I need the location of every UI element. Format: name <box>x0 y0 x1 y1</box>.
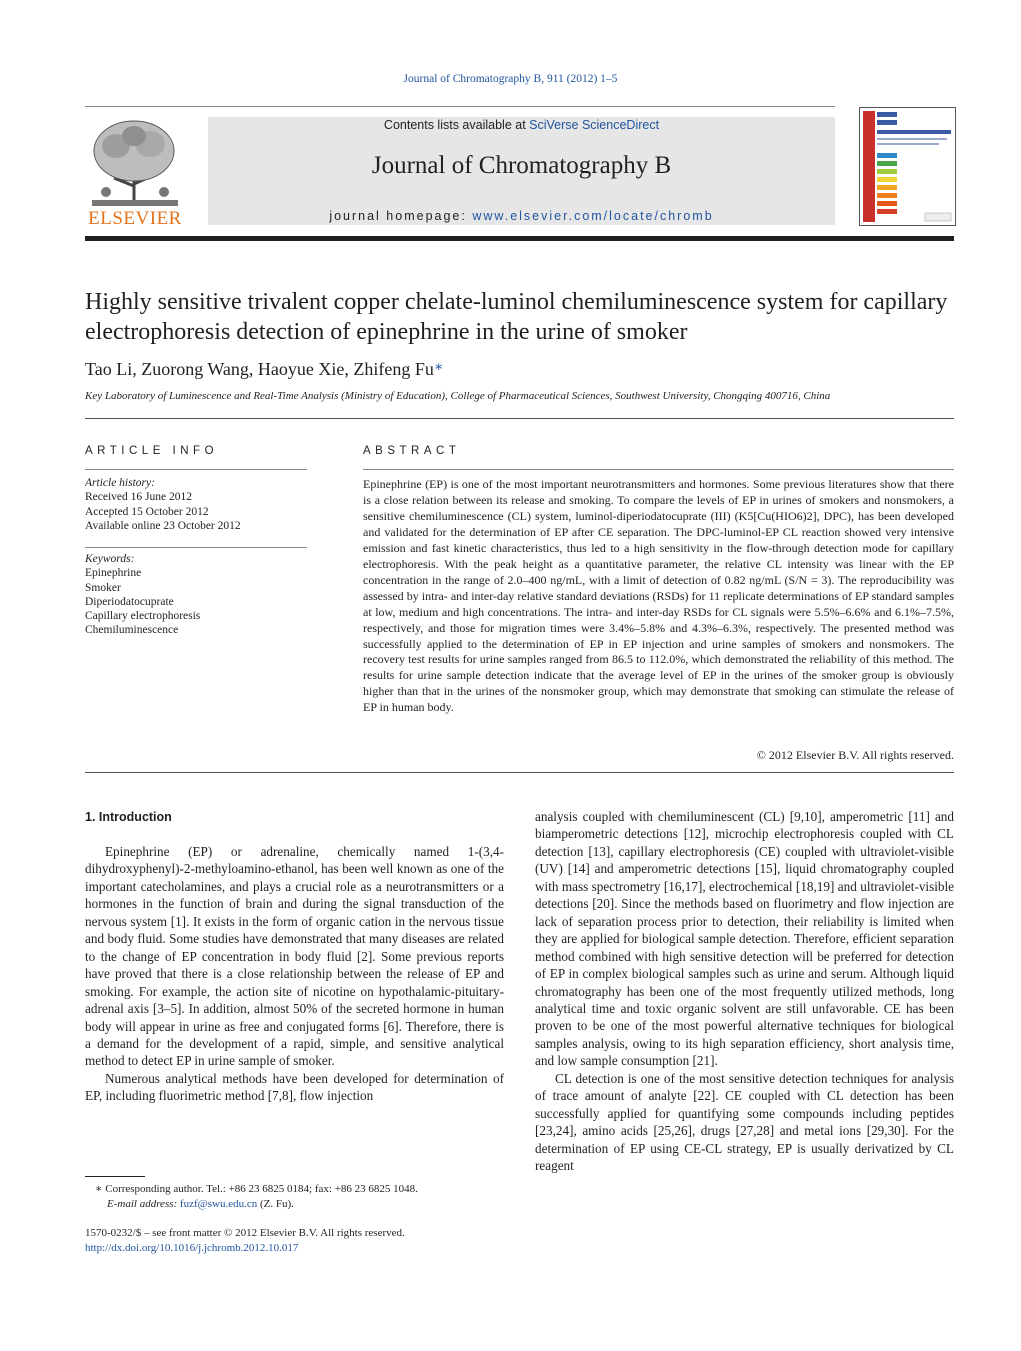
keywords-block <box>85 552 200 638</box>
intro-paragraph-1: Epinephrine (EP) or adrenaline, chemically named 1-(3,4-dihydroxyphenyl)-2-methyloamino-ethanol, has been well known as one of the important catecholamines, and plays a crucial role as a neurotransmitters or a hormones in the function of brain and during the signal transduction of the nervous system [1]. It exists in the form of organic cation in the nervous tissue and body fluid. Some studies have demonstrated that many diseases are related to the change of EP concentration in body fluid [2]. Some previous reports have proved that there is a close relationship between the release of EP and smoking. For example, the action site of nicotine on hypothalamic-pituitary-adrenal axis [3–5]. In addition, almost 50% of the secreted hormone in human body will appear in urine as free and conjugated forms [6]. Therefore, there is a demand for the development of a rapid, simple, and sensitive analytical method to detect EP in urine sample of smoker. <box>85 844 504 1069</box>
abstract-rule <box>363 469 954 470</box>
intro-paragraph-4: CL detection is one of the most sensitive detection techniques for analysis of trace amount of analyte [22]. CE coupled with CL detection has been successfully applied for quantifying some compounds including peptides [23,24], amino acids [25,26], drugs [27,28] and metal ions [29,30]. For the determination of EP using CE-CL strategy, EP is usually derivatized by CL reagent <box>535 1070 954 1174</box>
doi-link[interactable]: http://dx.doi.org/10.1016/j.jchromb.2012.10.017 <box>85 1242 299 1254</box>
journal-citation[interactable]: Journal of Chromatography B, 911 (2012) 1–5 <box>403 73 618 85</box>
authors-text: Tao Li, Zuorong Wang, Haoyue Xie, Zhifeng Fu <box>85 359 434 379</box>
keyword-item: Chemiluminescence <box>85 624 179 637</box>
keyword-item: Smoker <box>85 581 121 594</box>
keyword-item: Epinephrine <box>85 567 142 580</box>
journal-cover-thumbnail <box>859 107 956 226</box>
homepage-prefix: journal homepage: <box>329 209 473 223</box>
section-heading-introduction: 1. Introduction <box>85 810 172 824</box>
footnote-rule <box>85 1176 145 1177</box>
journal-homepage <box>208 209 835 223</box>
history-label: Article history: <box>85 477 155 489</box>
body-right-column <box>535 808 954 1175</box>
issn-line: 1570-0232/$ – see front matter © 2012 Elsevier B.V. All rights reserved. <box>85 1227 405 1239</box>
keyword-item: Diperiodatocuprate <box>85 595 174 608</box>
affiliation: Key Laboratory of Luminescence and Real-Time Analysis (Ministry of Education), College of Pharmaceutical Sciences, Southwest University, Chongqing 400716, China <box>85 390 831 402</box>
journal-title: Journal of Chromatography B <box>371 152 672 179</box>
contents-line <box>208 118 835 132</box>
author-email-link[interactable]: fuzf@swu.edu.cn <box>179 1198 258 1210</box>
abstract-copyright: © 2012 Elsevier B.V. All rights reserved. <box>756 748 954 762</box>
article-info-rule <box>85 469 307 470</box>
contents-prefix: Contents lists available at <box>383 118 530 132</box>
history-accepted: Accepted 15 October 2012 <box>85 505 209 518</box>
corresponding-author-contact: ∗ Corresponding author. Tel.: +86 23 6825 0184; fax: +86 23 6825 1048. <box>95 1183 418 1195</box>
intro-paragraph-2: Numerous analytical methods have been developed for determination of EP, including fluorimetric method [7,8], flow injection <box>85 1070 504 1104</box>
corresponding-author-mark[interactable]: ∗ <box>433 360 444 375</box>
abstract-bottom-rule <box>85 772 954 773</box>
header-top-rule <box>85 106 835 107</box>
email-label: E-mail address: <box>107 1198 180 1210</box>
article-title: Highly sensitive trivalent copper chelate-luminol chemiluminescence system for capillary electrophoresis detection of epinephrine in the urine of smoker <box>85 289 948 345</box>
sciencedirect-link[interactable]: SciVerse ScienceDirect <box>529 118 660 132</box>
keywords-label: Keywords: <box>85 553 135 565</box>
title-bottom-rule <box>85 418 954 419</box>
author-list <box>85 359 443 380</box>
keywords-rule <box>85 547 307 548</box>
abstract-text: Epinephrine (EP) is one of the most important neurotransmitters and hormones. Some previous literatures show that there is a close relation between its release and smoking. To compare the levels of EP in urines of smokers and nonsmokers, a sensitive chemiluminescence (CL) system, luminol-diperiodatocuprate (III) (K5[Cu(HIO6)2], DPC), has been developed and validated for the determination of EP after CE separation. The DPC-luminol-EP CL reaction showed very intensive emission and fast kinetic characteristics, thus led to a high sensitivity in the flow-through detection mode for capillary electrophoresis. With the peak height as a quantitative parameter, the relative CL intensity was linear with the EP concentration in the range of 2.0–400 ng/mL, with a limit of detection of 0.82 ng/mL (S/N = 3). The reproducibility was assessed by intra- and inter-day relative standard deviations (RSDs) for 11 replicate determinations of EP standard samples at low, medium and high concentrations. The intra- and inter-day RSDs for CL signals were 5.5%–6.6% and 6.1%–7.5%, respectively, and those for migration times were 3.4%–5.8% and 4.3%–6.3%, respectively. The presented method was successfully applied to the determination of EP in EP injection and urine samples of smokers and nonsmokers. The recovery test results for urine samples ranged from 86.5 to 112.0%, which demonstrated the reliability of this method. The results for urine sample detection indicate that the average level of EP in the urines of the smoker group is obviously higher than that in the urines of the nonsmoker group, which may demonstrate that smoking can stimulate the release of EP in human body. <box>363 477 954 715</box>
keyword-item: Capillary electrophoresis <box>85 610 201 623</box>
body-left-column <box>85 843 504 1105</box>
page-footer <box>85 1226 405 1256</box>
header-bottom-rule <box>85 236 954 241</box>
corresponding-author-footnote <box>85 1182 418 1212</box>
elsevier-wordmark: ELSEVIER <box>88 208 182 229</box>
history-received: Received 16 June 2012 <box>85 491 192 504</box>
intro-paragraph-3: analysis coupled with chemiluminescent (CL) [9,10], amperometric [11] and biamperometric detections [12], microchip electrophoresis coupled with CL detection [13], capillary electrophoresis (CE) coupled with ultraviolet-visible (UV) [14] and amperometric detections [15], liquid chromatography coupled with mass spectrometry [16,17], electrochemical [18,19] and ultraviolet-visible detections [20]. Since the methods based on fluorimetry and flow injection are lack of separation process prior to detection, their reliability is limited when they are applied for biological sample detection. Therefore, efficient separation method combined with high sensitive detection will be preferred for detection of EP in complex biological samples such as urine and serum. Although liquid chromatography has been one of the most frequently utilized methods, long analytical time and toxic organic solvent are still unfavorable. CE has been proven to be one of the most powerful alternative techniques for biological samples analysis, owing to its high separation efficiency, short analysis time, and low sample consumption [21]. <box>535 809 954 1069</box>
article-info-heading: ARTICLE INFO <box>85 445 219 457</box>
homepage-link[interactable]: www.elsevier.com/locate/chromb <box>472 209 714 223</box>
abstract-heading: ABSTRACT <box>363 445 461 457</box>
article-history <box>85 476 241 533</box>
history-online: Available online 23 October 2012 <box>85 519 241 532</box>
email-suffix: (Z. Fu). <box>257 1198 294 1210</box>
